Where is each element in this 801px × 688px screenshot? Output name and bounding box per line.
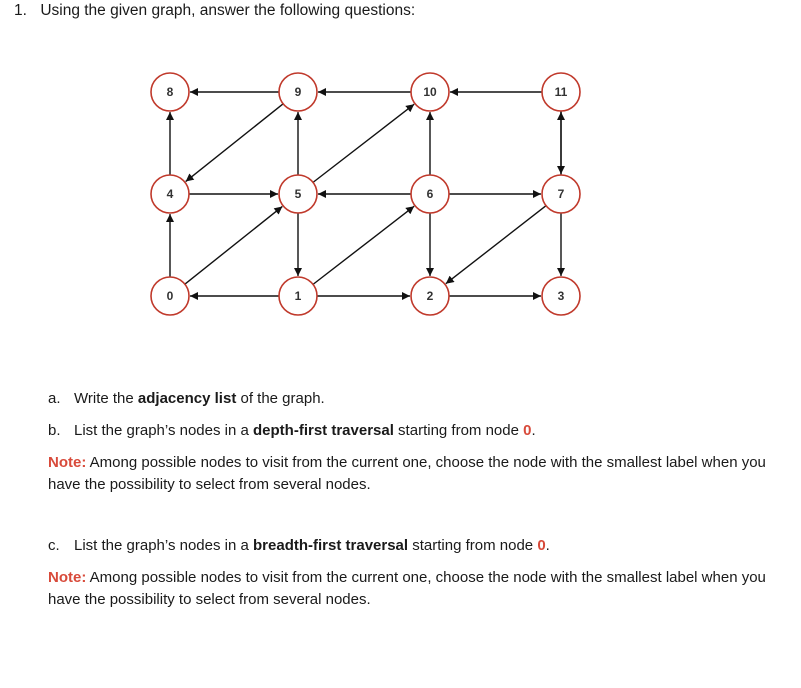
item-b <box>48 420 788 442</box>
node-3 <box>542 277 580 315</box>
item-a-bold: adjacency list <box>137 390 237 407</box>
node-6-label: 6 <box>426 187 434 201</box>
item-a-text: Write the <box>74 390 138 407</box>
node-9-label: 9 <box>294 85 302 99</box>
item-a-text-end: of the graph. <box>236 390 325 407</box>
edge-5-to-10 <box>313 104 414 182</box>
edge-1-to-6 <box>313 206 414 284</box>
item-a <box>48 388 788 410</box>
node-5 <box>279 175 317 213</box>
node-9 <box>279 73 317 111</box>
item-c-text: List the graph’s nodes in a <box>74 537 254 554</box>
note-b-text: Among possible nodes to visit from the current one, choose the node with the smallest label when you have the possibility to select from several nodes. <box>48 454 766 493</box>
note-b-label: Note: <box>48 454 87 471</box>
note-c <box>48 567 778 611</box>
note-b <box>48 452 778 496</box>
item-b-start-node: 0 <box>523 422 532 439</box>
item-c-text-end: . <box>545 537 550 554</box>
node-7 <box>542 175 580 213</box>
node-2-label: 2 <box>426 289 434 303</box>
item-c-start-node: 0 <box>537 537 546 554</box>
node-11 <box>542 73 580 111</box>
item-b-bold: depth-first traversal <box>253 422 394 439</box>
item-c-letter: c. <box>48 537 60 554</box>
item-a-letter: a. <box>48 390 61 407</box>
item-c-text-mid: starting from node <box>408 537 538 554</box>
edge-0-to-5 <box>185 206 282 284</box>
node-2 <box>411 277 449 315</box>
question-prompt: Using the given graph, answer the following questions: <box>40 2 416 19</box>
note-c-text: Among possible nodes to visit from the current one, choose the node with the smallest label when you have the possibility to select from several nodes. <box>48 569 766 608</box>
edge-9-to-4 <box>186 104 283 182</box>
node-4 <box>151 175 189 213</box>
node-6 <box>411 175 449 213</box>
node-0 <box>151 277 189 315</box>
node-3-label: 3 <box>557 289 565 303</box>
item-c <box>48 535 788 557</box>
node-5-label: 5 <box>294 187 302 201</box>
edge-7-to-2 <box>446 206 546 284</box>
item-b-text: List the graph’s nodes in a <box>74 422 254 439</box>
node-1 <box>279 277 317 315</box>
node-7-label: 7 <box>557 187 565 201</box>
node-11-label: 11 <box>554 85 568 99</box>
item-c-bold: breadth-first traversal <box>253 537 409 554</box>
item-b-letter: b. <box>48 422 61 439</box>
note-c-label: Note: <box>48 569 87 586</box>
node-8 <box>151 73 189 111</box>
node-0-label: 0 <box>166 289 174 303</box>
item-b-text-end: . <box>531 422 536 439</box>
node-10-label: 10 <box>423 85 437 99</box>
node-8-label: 8 <box>166 85 174 99</box>
node-1-label: 1 <box>294 289 302 303</box>
item-b-text-mid: starting from node <box>393 422 524 439</box>
node-4-label: 4 <box>166 187 174 201</box>
node-10 <box>411 73 449 111</box>
question-number: 1. <box>14 2 27 19</box>
